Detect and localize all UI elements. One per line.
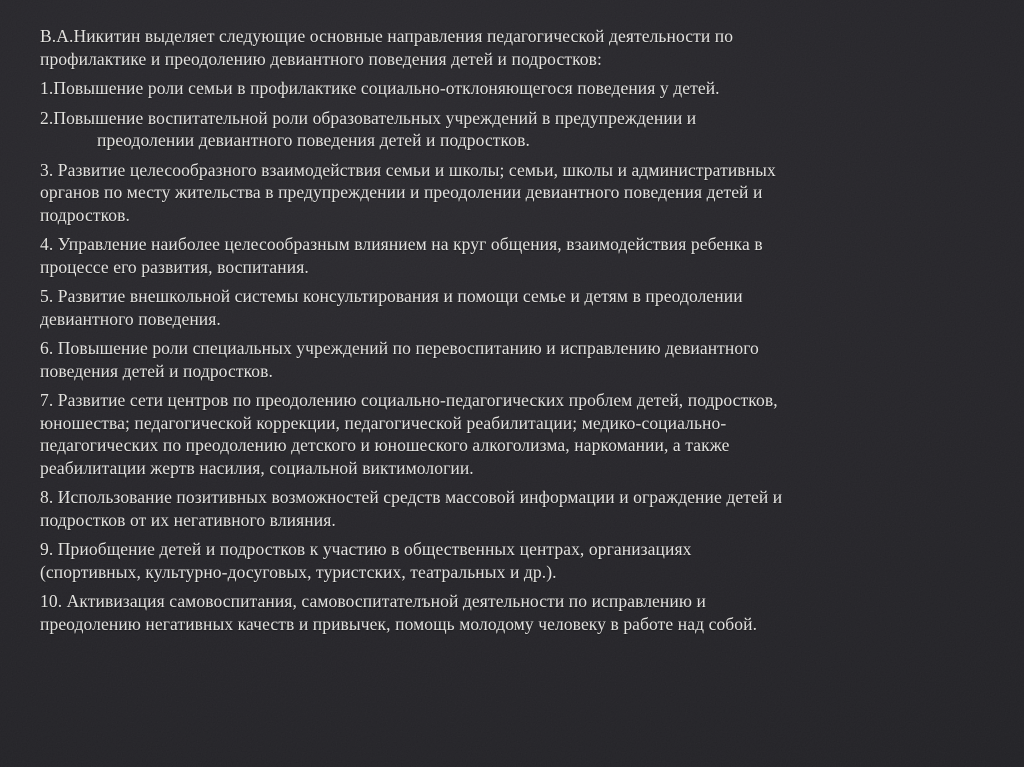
list-item-10: [40, 590, 986, 635]
text-line: преодолении девиантного поведения детей и подростков.: [97, 130, 530, 150]
text-line: юношества; педагогической коррекции, педагогической реабилитации; медико-социально-: [40, 412, 727, 433]
list-item-2: [40, 107, 986, 152]
text-line: реабилитации жертв насилия, социальной виктимологии.: [40, 457, 474, 478]
list-item-3: [40, 159, 986, 227]
text-line: 1.Повышение роли семьи в профилактике социально-отклоняющегося поведения у детей.: [40, 78, 720, 98]
text-line: 2.Повышение воспитательной роли образовательных учреждений в предупреждении и: [40, 107, 697, 128]
text-line: органов по месту жительства в предупреждении и преодолении девиантного поведения детей и: [40, 182, 763, 202]
list-item-9: [40, 538, 986, 583]
text-line: 8. Использование позитивных возможностей средств массовой информации и ограждение детей и: [40, 487, 783, 507]
list-item-8: [40, 486, 986, 531]
text-line: (спортивных, культурно-досуговых, туристских, театральных и др.).: [40, 561, 557, 582]
list-item-6: [40, 337, 986, 382]
list-item-7: [40, 389, 986, 479]
text-line: 6. Повышение роли специальных учреждений по перевоспитанию и исправлению девиантного: [40, 338, 759, 358]
text-line: педагогических по преодолению детского и юношеского алкоголизма, наркомании, а также: [40, 435, 730, 455]
list-item-4: [40, 233, 986, 278]
text-line: процессе его развития, воспитания.: [40, 256, 309, 277]
text-line: поведения детей и подростков.: [40, 360, 273, 381]
intro-paragraph: [40, 25, 986, 70]
list-item-1: [40, 77, 986, 100]
text-line: девиантного поведения.: [40, 308, 221, 329]
text-line: подростков от их негативного влияния.: [40, 509, 336, 530]
list-item-5: [40, 285, 986, 330]
text-line: преодолению негативных качеств и привычек, помощь молодому человеку в работе над собой.: [40, 613, 758, 634]
text-line: 3. Развитие целесообразного взаимодействия семьи и школы; семьи, школы и административных: [40, 159, 776, 180]
text-line: В.А.Никитин выделяет следующие основные направления педагогической деятельности по: [40, 26, 734, 46]
text-line: 7. Развитие сети центров по преодолению социально-педагогических проблем детей, подростков,: [40, 390, 778, 410]
text-line: подростков.: [40, 204, 130, 225]
text-line: 4. Управление наиболее целесообразным влиянием на круг общения, взаимодействия ребенка в: [40, 234, 763, 254]
text-line: 10. Активизация самовоспитания, самовоспитателъной деятельности по исправлению и: [40, 591, 706, 611]
slide-content: [40, 25, 986, 642]
text-line: 9. Приобщение детей и подростков к участию в общественных центрах, организациях: [40, 539, 692, 559]
text-line: 5. Развитие внешкольной системы консультирования и помощи семье и детям в преодолении: [40, 286, 743, 306]
text-line: профилактике и преодолению девиантного поведения детей и подростков:: [40, 48, 602, 69]
